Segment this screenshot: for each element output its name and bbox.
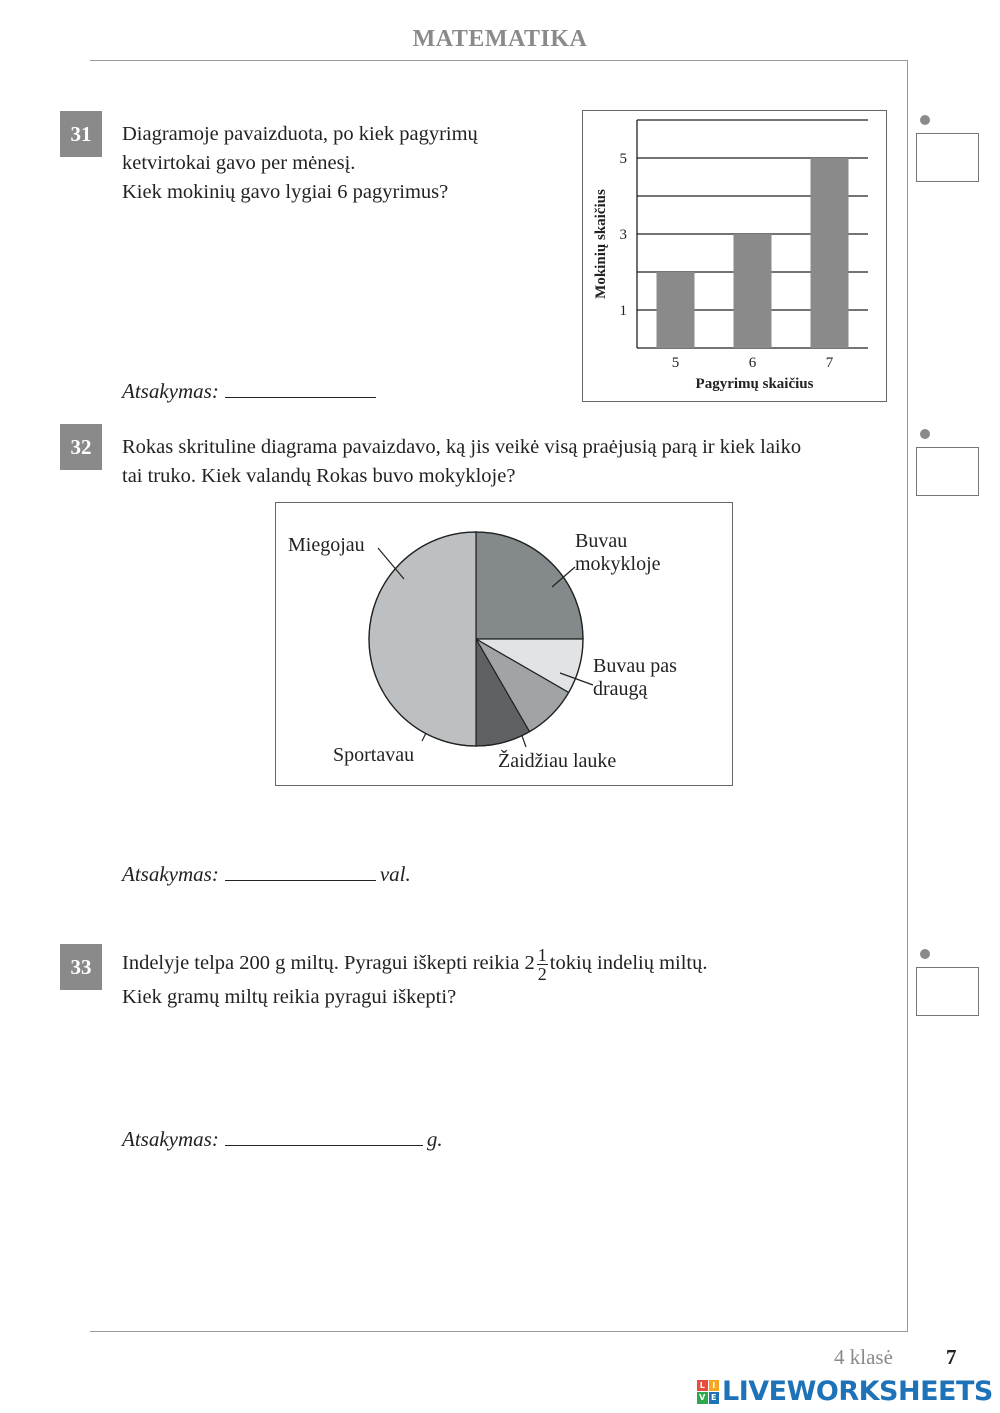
- pie-slice-5: [369, 532, 476, 746]
- logo-letter-4: E: [709, 1392, 720, 1404]
- pie-chart: [276, 503, 732, 785]
- score-box-31[interactable]: [916, 133, 979, 182]
- answer-31: [122, 377, 380, 404]
- question-31-line-1: Diagramoje pavaizduota, po kiek pagyrimų: [122, 123, 478, 145]
- question-33-line-1-start: Indelyje telpa 200 g miltų. Pyragui iškepti reikia 2: [122, 952, 535, 975]
- answer-32: [122, 860, 411, 887]
- bar-6: [734, 234, 772, 348]
- score-box-32[interactable]: [916, 447, 979, 496]
- score-box-33[interactable]: [916, 967, 979, 1016]
- pie-chart-frame: [275, 502, 733, 786]
- page-number: 7: [946, 1345, 957, 1369]
- question-33-text: [122, 946, 708, 1012]
- answer-32-label: Atsakymas:: [122, 862, 219, 886]
- question-number-32: 32: [60, 424, 102, 470]
- fraction-one-half: [537, 946, 548, 983]
- y-tick-label: 5: [619, 151, 627, 167]
- right-margin-rule: [907, 60, 908, 1332]
- page-header: MATEMATIKA: [412, 26, 588, 52]
- bar-chart: [583, 111, 886, 401]
- footer-grade: 4 klasė: [834, 1345, 893, 1369]
- answer-31-label: Atsakymas:: [122, 379, 219, 403]
- question-33-line-1-end: tokių indelių miltų.: [549, 952, 708, 975]
- question-31-line-2: ketvirtokai gavo per mėnesį.: [122, 152, 356, 174]
- question-31-text: [122, 120, 478, 207]
- bar-5: [657, 272, 695, 348]
- fraction-numerator: 1: [537, 945, 547, 965]
- y-tick-label: 3: [619, 227, 627, 243]
- x-tick-label: 5: [671, 355, 680, 371]
- logo-letter-3: V: [697, 1392, 708, 1404]
- score-dot-33: [920, 949, 930, 959]
- answer-32-unit: val.: [379, 862, 411, 886]
- logo-letter-2: I: [709, 1380, 720, 1392]
- answer-33: [122, 1125, 443, 1152]
- liveworksheets-wordmark: LIVEWORKSHEETS: [722, 1376, 993, 1407]
- liveworksheets-brand[interactable]: [697, 1376, 993, 1407]
- pie-label-4: Sportavau: [333, 744, 415, 766]
- x-tick-label: 6: [748, 355, 757, 371]
- y-axis-label: Mokinių skaičius: [593, 189, 609, 299]
- score-dot-32: [920, 429, 930, 439]
- pie-label-5: Miegojau: [288, 534, 365, 556]
- question-33-line-2: Kiek gramų miltų reikia pyragui iškepti?: [122, 986, 457, 1008]
- question-32-line-2: tai truko. Kiek valandų Rokas buvo mokykloje?: [122, 465, 516, 487]
- question-32-text: [122, 433, 801, 491]
- question-number-31: 31: [60, 111, 102, 157]
- logo-letter-1: L: [697, 1380, 708, 1392]
- score-dot-31: [920, 115, 930, 125]
- x-axis-label: Pagyrimų skaičius: [695, 376, 814, 392]
- pie-label-3: Žaidžiau lauke: [498, 750, 617, 772]
- answer-33-label: Atsakymas:: [122, 1127, 219, 1151]
- question-33-line-1: [122, 946, 708, 983]
- liveworksheets-logo-icon: [697, 1380, 719, 1404]
- x-tick-label: 7: [825, 355, 834, 371]
- pie-slice-1: [476, 532, 583, 639]
- answer-32-blank[interactable]: [225, 860, 376, 881]
- top-rule: [90, 60, 908, 61]
- pie-label-1: Buvau: [575, 530, 628, 552]
- bottom-rule: [90, 1331, 908, 1332]
- pie-label-2: draugą: [593, 678, 648, 700]
- fraction-denominator: 2: [537, 964, 547, 984]
- pie-label-1: mokykloje: [575, 553, 661, 575]
- y-tick-label: 1: [619, 303, 627, 319]
- question-number-33: 33: [60, 944, 102, 990]
- question-32-line-1: Rokas skrituline diagrama pavaizdavo, ką jis veikė visą praėjusią parą ir kiek laiko: [122, 436, 802, 458]
- question-31-line-3: Kiek mokinių gavo lygiai 6 pagyrimus?: [122, 181, 449, 203]
- bar-7: [811, 158, 849, 348]
- answer-31-blank[interactable]: [225, 377, 376, 398]
- bar-chart-frame: [582, 110, 887, 402]
- pie-label-2: Buvau pas: [593, 655, 677, 677]
- answer-33-unit: g.: [426, 1127, 443, 1151]
- answer-33-blank[interactable]: [225, 1125, 423, 1146]
